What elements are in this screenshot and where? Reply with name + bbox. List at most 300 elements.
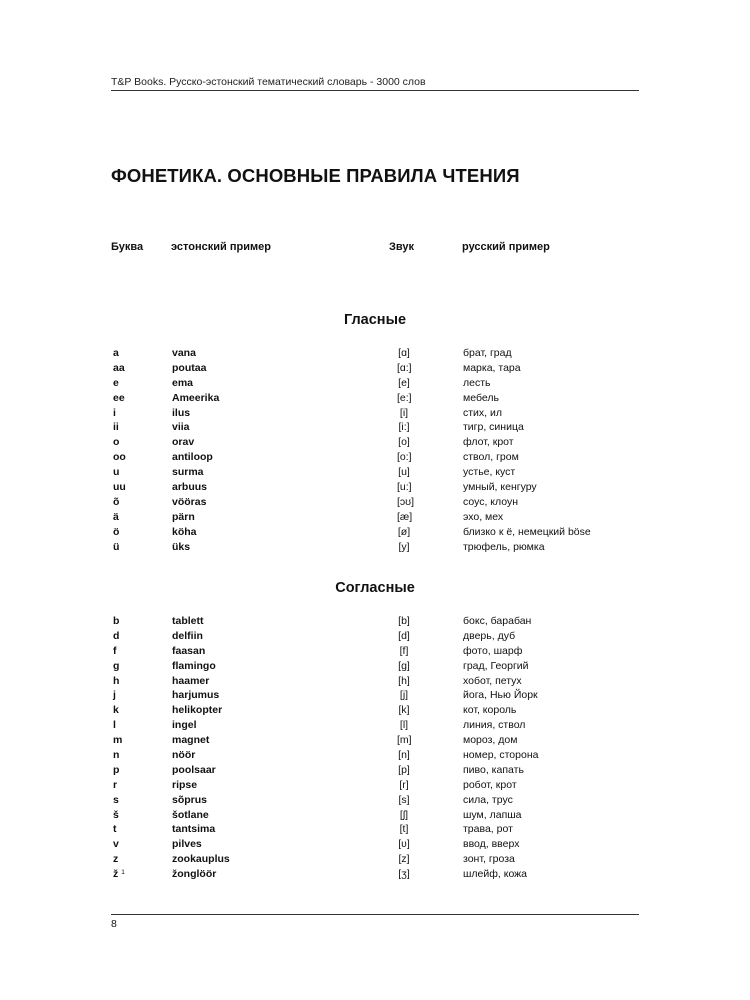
estonian-example-cell bbox=[172, 540, 190, 555]
russian-example-cell-text: номер, сторона bbox=[463, 749, 539, 762]
sound-cell-text: [o] bbox=[398, 436, 410, 449]
letter-cell bbox=[113, 837, 119, 852]
sound-cell-text: [g] bbox=[398, 659, 410, 672]
russian-example-cell-text: шум, лапша bbox=[463, 808, 522, 821]
sound-cell bbox=[397, 822, 411, 837]
russian-example-cell bbox=[463, 778, 517, 793]
estonian-example-cell bbox=[172, 510, 195, 525]
sound-cell-text: [u] bbox=[398, 466, 410, 479]
sound-cell bbox=[397, 420, 411, 435]
russian-example-cell-text: трюфель, рюмка bbox=[463, 540, 545, 553]
sound-cell-text: [j] bbox=[399, 689, 409, 702]
sound-cell bbox=[397, 837, 411, 852]
russian-example-cell bbox=[463, 852, 515, 867]
russian-example-cell-text: тигр, синица bbox=[463, 421, 524, 434]
letter-cell bbox=[113, 763, 119, 778]
estonian-example-cell bbox=[172, 778, 197, 793]
letter-cell-text: o bbox=[113, 436, 120, 449]
table-row bbox=[111, 837, 639, 852]
letter-cell-text: s bbox=[113, 793, 119, 806]
estonian-example-cell-text: surma bbox=[172, 466, 204, 479]
sound-cell-text: [l] bbox=[399, 719, 409, 732]
consonants-table bbox=[111, 614, 639, 882]
table-row bbox=[111, 688, 639, 703]
letter-cell bbox=[113, 629, 119, 644]
estonian-example-cell-text: arbuus bbox=[172, 481, 208, 494]
table-row bbox=[111, 822, 639, 837]
estonian-example-cell-text: antiloop bbox=[172, 451, 213, 464]
sound-cell bbox=[397, 614, 411, 629]
sound-cell bbox=[397, 376, 411, 391]
estonian-example-cell-text: viia bbox=[172, 421, 190, 434]
letter-cell-text: oo bbox=[113, 451, 126, 464]
russian-example-cell bbox=[463, 614, 531, 629]
estonian-example-cell bbox=[172, 450, 213, 465]
russian-example-cell bbox=[463, 495, 518, 510]
estonian-example-cell bbox=[172, 852, 230, 867]
estonian-example-cell bbox=[172, 420, 190, 435]
estonian-example-cell-text: flamingo bbox=[172, 659, 216, 672]
russian-example-cell bbox=[463, 703, 516, 718]
table-row bbox=[111, 525, 639, 540]
table-row bbox=[111, 435, 639, 450]
estonian-example-cell bbox=[172, 763, 216, 778]
estonian-example-cell-text: sõprus bbox=[172, 793, 208, 806]
sound-cell-text: [ʋ] bbox=[398, 838, 410, 851]
estonian-example-cell-text: poutaa bbox=[172, 361, 207, 374]
estonian-example-cell bbox=[172, 391, 219, 406]
estonian-example-cell-text: tablett bbox=[172, 615, 204, 627]
letter-cell-text: i bbox=[113, 406, 116, 419]
estonian-example-cell-text: üks bbox=[172, 540, 191, 553]
russian-example-cell bbox=[463, 435, 514, 450]
table-row bbox=[111, 480, 639, 495]
russian-example-cell-text: марка, тара bbox=[463, 361, 521, 374]
letter-cell-text: m bbox=[113, 734, 123, 747]
letter-cell-text: u bbox=[113, 466, 120, 479]
russian-example-cell-text: бокс, барабан bbox=[463, 615, 532, 627]
sound-cell-text: [æ] bbox=[397, 510, 413, 523]
table-row bbox=[111, 733, 639, 748]
sound-cell bbox=[397, 733, 411, 748]
vowels-table bbox=[111, 346, 639, 554]
table-row bbox=[111, 629, 639, 644]
russian-example-cell bbox=[463, 465, 515, 480]
russian-example-cell-text: трава, рот bbox=[463, 823, 513, 836]
sound-cell bbox=[397, 748, 411, 763]
letter-cell-text: d bbox=[113, 629, 120, 642]
sound-cell bbox=[397, 644, 411, 659]
sound-cell bbox=[397, 703, 411, 718]
sound-cell-text: [z] bbox=[398, 853, 410, 866]
estonian-example-cell bbox=[172, 480, 207, 495]
russian-example-cell bbox=[463, 525, 591, 540]
russian-example-cell bbox=[463, 406, 502, 421]
column-header-letter: Буква bbox=[111, 241, 144, 253]
footer-rule bbox=[111, 914, 639, 915]
letter-cell-text: uu bbox=[113, 481, 126, 494]
estonian-example-cell-text: ingel bbox=[172, 719, 197, 732]
russian-example-cell-text: близко к ё, немецкий böse bbox=[463, 525, 591, 538]
letter-cell bbox=[113, 733, 122, 748]
russian-example-cell bbox=[463, 450, 519, 465]
sound-cell bbox=[397, 361, 411, 376]
letter-cell bbox=[113, 480, 126, 495]
page-number: 8 bbox=[111, 918, 117, 930]
letter-cell bbox=[113, 703, 119, 718]
table-row bbox=[111, 406, 639, 421]
russian-example-cell bbox=[463, 763, 524, 778]
sound-cell bbox=[397, 688, 411, 703]
table-row bbox=[111, 510, 639, 525]
russian-example-cell-text: мебель bbox=[463, 391, 499, 404]
russian-example-cell bbox=[463, 748, 538, 763]
estonian-example-cell bbox=[172, 495, 206, 510]
sound-cell bbox=[397, 510, 411, 525]
table-row bbox=[111, 703, 639, 718]
sound-cell bbox=[397, 435, 411, 450]
estonian-example-cell-text: helikopter bbox=[172, 704, 223, 717]
russian-example-cell-text: ствол, гром bbox=[463, 451, 519, 464]
estonian-example-cell-text: faasan bbox=[172, 644, 206, 657]
letter-cell-text: h bbox=[113, 674, 120, 687]
estonian-example-cell-text: magnet bbox=[172, 734, 210, 747]
sound-cell bbox=[397, 867, 411, 882]
sound-cell bbox=[397, 540, 411, 555]
estonian-example-cell bbox=[172, 644, 205, 659]
table-row bbox=[111, 644, 639, 659]
table-row bbox=[111, 674, 639, 689]
table-row bbox=[111, 852, 639, 867]
russian-example-cell-text: ввод, вверх bbox=[463, 838, 520, 851]
sound-cell-text: [o:] bbox=[397, 451, 412, 464]
sound-cell-text: [m] bbox=[397, 734, 412, 747]
table-row bbox=[111, 346, 639, 361]
russian-example-cell bbox=[463, 346, 512, 361]
letter-cell bbox=[113, 822, 117, 837]
russian-example-cell bbox=[463, 718, 525, 733]
table-row bbox=[111, 450, 639, 465]
column-header-sound: Звук bbox=[389, 241, 415, 253]
russian-example-cell bbox=[463, 391, 499, 406]
table-row bbox=[111, 376, 639, 391]
russian-example-cell bbox=[463, 793, 513, 808]
sound-cell-text: [ø] bbox=[397, 525, 411, 538]
letter-cell bbox=[113, 420, 119, 435]
letter-cell-text: aa bbox=[113, 361, 125, 374]
table-row bbox=[111, 718, 639, 733]
estonian-example-cell bbox=[172, 718, 197, 733]
sound-cell-text: [s] bbox=[398, 793, 410, 806]
estonian-example-cell-text: tantsima bbox=[172, 823, 216, 836]
sound-cell bbox=[397, 763, 411, 778]
estonian-example-cell bbox=[172, 361, 206, 376]
sound-cell bbox=[397, 778, 411, 793]
letter-cell-text: ii bbox=[113, 421, 119, 434]
section-title-consonants: Согласные bbox=[335, 580, 415, 596]
letter-cell-text: ee bbox=[113, 391, 125, 404]
running-head: T&P Books. Русско-эстонский тематический словарь - 3000 слов bbox=[111, 76, 426, 88]
sound-cell bbox=[397, 525, 411, 540]
sound-cell bbox=[397, 659, 411, 674]
sound-cell bbox=[397, 852, 411, 867]
sound-cell-text: [e:] bbox=[397, 391, 412, 404]
estonian-example-cell-text: orav bbox=[172, 436, 195, 449]
estonian-example-cell-text: ripse bbox=[172, 778, 198, 791]
sound-cell-text: [ʃ] bbox=[399, 808, 409, 821]
table-row bbox=[111, 867, 639, 882]
table-row bbox=[111, 808, 639, 823]
estonian-example-cell-text: Ameerika bbox=[172, 391, 220, 404]
russian-example-cell-text: хобот, петух bbox=[463, 674, 522, 687]
estonian-example-cell-text: šotlane bbox=[172, 808, 209, 821]
letter-cell-text: ä bbox=[113, 510, 119, 523]
russian-example-cell bbox=[463, 808, 522, 823]
letter-cell bbox=[113, 688, 116, 703]
estonian-example-cell-text: poolsaar bbox=[172, 763, 216, 776]
letter-cell-text: e bbox=[113, 376, 119, 389]
table-row bbox=[111, 793, 639, 808]
estonian-example-cell bbox=[172, 659, 216, 674]
estonian-example-cell bbox=[172, 748, 195, 763]
estonian-example-cell-text: nöör bbox=[172, 749, 196, 762]
russian-example-cell bbox=[463, 376, 491, 391]
letter-cell bbox=[113, 674, 119, 689]
russian-example-cell bbox=[463, 837, 519, 852]
estonian-example-cell-text: pärn bbox=[172, 510, 195, 523]
sound-cell bbox=[397, 406, 411, 421]
column-header-estonian-example: эстонский пример bbox=[171, 241, 271, 253]
sound-cell-text: [t] bbox=[399, 823, 409, 836]
sound-cell bbox=[397, 793, 411, 808]
table-row bbox=[111, 391, 639, 406]
estonian-example-cell-text: žonglöör bbox=[172, 868, 217, 881]
russian-example-cell-text: соус, клоун bbox=[463, 495, 519, 508]
letter-cell bbox=[113, 525, 119, 540]
russian-example-cell-text: линия, ствол bbox=[463, 719, 526, 732]
letter-cell-text: š bbox=[113, 808, 119, 821]
table-row bbox=[111, 748, 639, 763]
russian-example-cell-text: фото, шарф bbox=[463, 644, 523, 657]
russian-example-cell bbox=[463, 361, 521, 376]
letter-cell bbox=[113, 495, 119, 510]
russian-example-cell-text: дверь, дуб bbox=[463, 629, 516, 642]
russian-example-cell-text: град, Георгий bbox=[463, 659, 529, 672]
sound-cell-text: [e] bbox=[398, 376, 410, 389]
letter-cell-text: p bbox=[113, 763, 120, 776]
russian-example-cell-text: флот, крот bbox=[463, 436, 514, 449]
table-row bbox=[111, 495, 639, 510]
letter-cell-text: b bbox=[113, 615, 120, 627]
estonian-example-cell bbox=[172, 346, 196, 361]
letter-cell-text: a bbox=[113, 347, 119, 359]
page-title: ФОНЕТИКА. ОСНОВНЫЕ ПРАВИЛА ЧТЕНИЯ bbox=[111, 165, 520, 186]
table-row bbox=[111, 659, 639, 674]
russian-example-cell-text: пиво, капать bbox=[463, 763, 524, 776]
sound-cell-text: [u:] bbox=[397, 481, 412, 494]
estonian-example-cell bbox=[172, 674, 209, 689]
estonian-example-cell bbox=[172, 435, 194, 450]
table-row bbox=[111, 465, 639, 480]
estonian-example-cell bbox=[172, 793, 207, 808]
estonian-example-cell bbox=[172, 837, 202, 852]
letter-cell-text: j bbox=[113, 689, 116, 702]
sound-cell-text: [n] bbox=[398, 749, 410, 762]
letter-cell bbox=[113, 867, 125, 882]
estonian-example-cell bbox=[172, 629, 203, 644]
estonian-example-cell-text: vana bbox=[172, 347, 196, 359]
sound-cell bbox=[397, 629, 411, 644]
russian-example-cell bbox=[463, 629, 515, 644]
russian-example-cell-text: умный, кенгуру bbox=[463, 481, 537, 494]
letter-cell bbox=[113, 346, 119, 361]
sound-cell bbox=[397, 808, 411, 823]
letter-cell bbox=[113, 614, 119, 629]
table-row bbox=[111, 614, 639, 629]
russian-example-cell bbox=[463, 674, 522, 689]
letter-cell bbox=[113, 435, 119, 450]
estonian-example-cell bbox=[172, 614, 204, 629]
russian-example-cell-text: робот, крот bbox=[463, 778, 517, 791]
estonian-example-cell-text: haamer bbox=[172, 674, 210, 687]
table-row bbox=[111, 540, 639, 555]
column-header-russian-example: русский пример bbox=[462, 241, 550, 253]
letter-cell bbox=[113, 361, 125, 376]
letter-cell-text: g bbox=[113, 659, 120, 672]
sound-cell bbox=[397, 391, 411, 406]
sound-cell-text: [y] bbox=[398, 540, 410, 553]
letter-cell-text: l bbox=[113, 719, 116, 732]
estonian-example-cell-text: pilves bbox=[172, 838, 202, 851]
header-rule bbox=[111, 90, 639, 91]
table-row bbox=[111, 763, 639, 778]
table-row bbox=[111, 361, 639, 376]
estonian-example-cell-text: zookauplus bbox=[172, 853, 230, 866]
letter-cell bbox=[113, 778, 117, 793]
russian-example-cell bbox=[463, 644, 522, 659]
russian-example-cell-text: кот, король bbox=[463, 704, 517, 717]
estonian-example-cell-text: ema bbox=[172, 376, 194, 389]
estonian-example-cell bbox=[172, 808, 209, 823]
sound-cell-text: [r] bbox=[399, 778, 409, 791]
estonian-example-cell bbox=[172, 867, 216, 882]
russian-example-cell-text: брат, град bbox=[463, 347, 512, 359]
estonian-example-cell bbox=[172, 688, 219, 703]
letter-cell bbox=[113, 793, 119, 808]
russian-example-cell bbox=[463, 540, 545, 555]
sound-cell bbox=[397, 465, 411, 480]
sound-cell-text: [ɑ] bbox=[398, 347, 410, 359]
russian-example-cell bbox=[463, 733, 517, 748]
letter-cell-text: ü bbox=[113, 540, 120, 553]
letter-cell-text: v bbox=[113, 838, 119, 851]
letter-cell-text: z bbox=[113, 853, 119, 866]
sound-cell-text: [b] bbox=[398, 615, 410, 627]
sound-cell-text: [f] bbox=[399, 644, 409, 657]
russian-example-cell-text: йога, Нью Йорк bbox=[463, 689, 538, 702]
letter-cell-text: f bbox=[113, 644, 117, 657]
table-row bbox=[111, 778, 639, 793]
russian-example-cell-text: эхо, мех bbox=[463, 510, 504, 523]
letter-cell bbox=[113, 718, 116, 733]
estonian-example-cell-text: köha bbox=[172, 525, 197, 538]
letter-cell-text: õ bbox=[113, 495, 120, 508]
letter-cell bbox=[113, 465, 119, 480]
sound-cell-text: [ʒ] bbox=[398, 868, 410, 881]
russian-example-cell-text: зонт, гроза bbox=[463, 853, 515, 866]
letter-cell bbox=[113, 644, 117, 659]
sound-cell-text: [d] bbox=[398, 629, 410, 642]
russian-example-cell bbox=[463, 867, 527, 882]
estonian-example-cell-text: vööras bbox=[172, 495, 207, 508]
estonian-example-cell-text: ilus bbox=[172, 406, 191, 419]
letter-cell-text: ö bbox=[113, 525, 120, 538]
russian-example-cell-text: устье, куст bbox=[463, 466, 516, 479]
estonian-example-cell bbox=[172, 822, 215, 837]
sound-cell bbox=[397, 480, 411, 495]
letter-cell-text: k bbox=[113, 704, 119, 717]
estonian-example-cell bbox=[172, 733, 209, 748]
letter-cell bbox=[113, 510, 119, 525]
letter-cell bbox=[113, 659, 119, 674]
sound-cell-text: [p] bbox=[398, 763, 410, 776]
russian-example-cell bbox=[463, 688, 538, 703]
estonian-example-cell-text: delfiin bbox=[172, 629, 203, 642]
estonian-example-cell bbox=[172, 406, 190, 421]
sound-cell bbox=[397, 674, 411, 689]
estonian-example-cell-text: harjumus bbox=[172, 689, 220, 702]
sound-cell-text: [i] bbox=[399, 406, 409, 419]
letter-cell bbox=[113, 808, 119, 823]
letter-cell-text: r bbox=[113, 778, 118, 791]
letter-cell bbox=[113, 406, 116, 421]
russian-example-cell bbox=[463, 822, 513, 837]
russian-example-cell bbox=[463, 420, 524, 435]
letter-cell bbox=[113, 450, 126, 465]
russian-example-cell-text: лесть bbox=[463, 376, 491, 389]
sound-cell bbox=[397, 450, 411, 465]
sound-cell bbox=[397, 718, 411, 733]
sound-cell-text: [i:] bbox=[398, 421, 410, 434]
letter-cell-text: n bbox=[113, 749, 120, 762]
sound-cell-text: [ɑ:] bbox=[397, 361, 412, 374]
letter-cell bbox=[113, 391, 125, 406]
russian-example-cell-text: сила, трус bbox=[463, 793, 513, 806]
russian-example-cell-text: шлейф, кожа bbox=[463, 868, 528, 881]
russian-example-cell-text: стих, ил bbox=[463, 406, 503, 419]
section-title-vowels: Гласные bbox=[343, 312, 407, 328]
sound-cell-text: [h] bbox=[398, 674, 410, 687]
estonian-example-cell bbox=[172, 525, 197, 540]
letter-cell-text: t bbox=[113, 823, 117, 836]
letter-cell bbox=[113, 748, 119, 763]
russian-example-cell-text: мороз, дом bbox=[463, 734, 518, 747]
russian-example-cell bbox=[463, 659, 529, 674]
estonian-example-cell bbox=[172, 703, 222, 718]
estonian-example-cell bbox=[172, 376, 193, 391]
estonian-example-cell bbox=[172, 465, 204, 480]
sound-cell-text: [k] bbox=[398, 704, 410, 717]
russian-example-cell bbox=[463, 480, 537, 495]
letter-cell bbox=[113, 540, 119, 555]
table-row bbox=[111, 420, 639, 435]
sound-cell bbox=[397, 346, 411, 361]
letter-cell bbox=[113, 376, 119, 391]
russian-example-cell bbox=[463, 510, 503, 525]
footnote-marker: 1 bbox=[121, 869, 125, 877]
letter-cell bbox=[113, 852, 118, 867]
sound-cell bbox=[397, 495, 415, 510]
